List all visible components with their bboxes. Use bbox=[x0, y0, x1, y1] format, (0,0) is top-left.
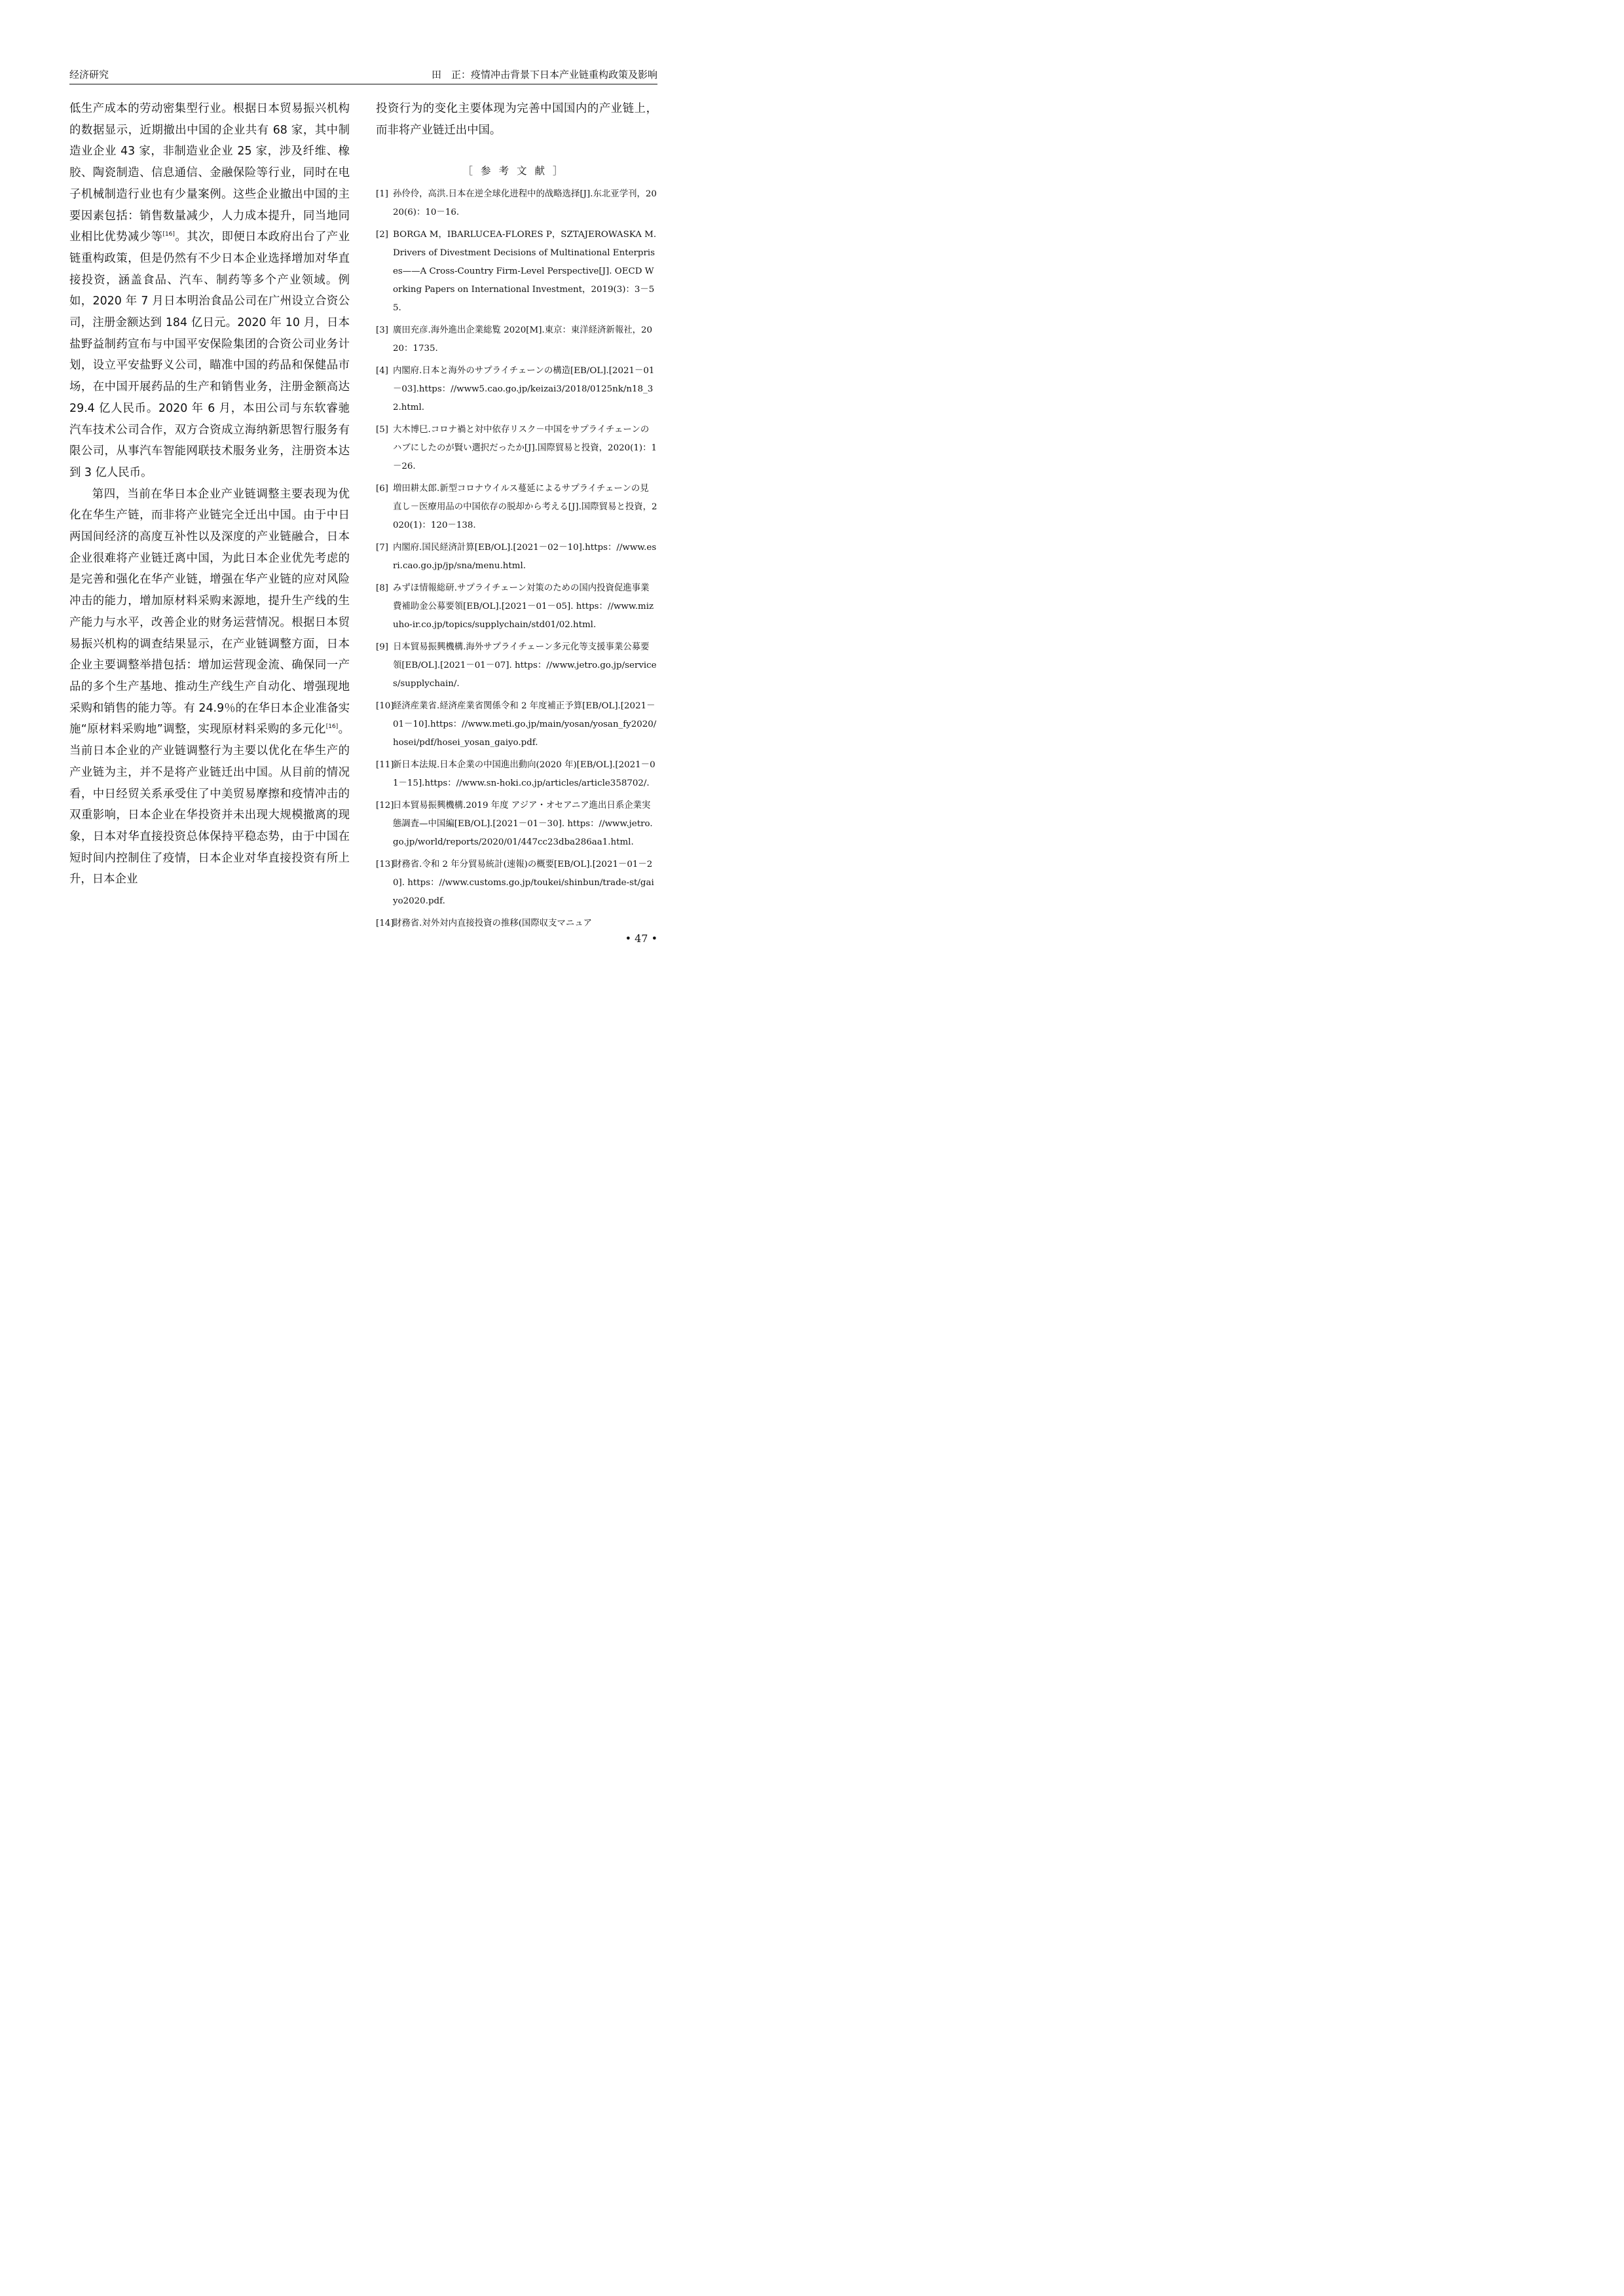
reference-item bbox=[376, 226, 657, 318]
reference-number: [6] bbox=[376, 484, 388, 494]
reference-number: [13] bbox=[376, 860, 394, 870]
reference-item bbox=[376, 185, 657, 222]
reference-number: [1] bbox=[376, 189, 388, 200]
paragraph-text: 第四，当前在华日本企业产业链调整主要表现为优化在华生产链，而非将产业链完全迁出中国。由于中日两国间经济的高度互补性以及深度的产业链融合，日本企业很难将产业链迁离中国，为此日本企业优先考虑的是完善和强化在华产业链，增强在华产业链的应对风险冲击的能力，增加原材料采购来源地，提升生产线的生产能力与水平，改善企业的财务运营情况。根据日本贸易振兴机构的调查结果显示，在产业链调整方面，日本企业主要调整举措包括：增加运营现金流、确保同一产品的多个生产基地、推动生产线生产自动化、增强现地采购和销售的能力等。有 24.9％的在华日本企业准备实施“原材料采购地”调整，实现原材料采购的多元化 bbox=[69, 487, 350, 737]
reference-text: 増田耕太郎.新型コロナウイルス蔓延によるサプライチェーンの見直し－医療用品の中国依存の脱却から考える[J].国際貿易と投資，2020(1)：120－138. bbox=[393, 484, 657, 531]
citation-mark: [16] bbox=[162, 231, 175, 238]
reference-number: [11] bbox=[376, 760, 394, 771]
reference-number: [7] bbox=[376, 543, 388, 553]
reference-number: [14] bbox=[376, 919, 394, 929]
reference-item bbox=[376, 856, 657, 911]
reference-item bbox=[376, 797, 657, 852]
reference-text: 大木博巳.コロナ禍と対中依存リスク－中国をサプライチェーンのハブにしたのが賢い選択だったか[J].国際貿易と投資，2020(1)：1－26. bbox=[393, 425, 657, 472]
article-running-title: 田 正：疫情冲击背景下日本产业链重构政策及影响 bbox=[431, 69, 657, 81]
page-number: • 47 • bbox=[625, 932, 657, 945]
reference-text: BORGA M，IBARLUCEA-FLORES P，SZTAJEROWASKA M. Drivers of Divestment Decisions of Multinational Enterprises——A Cross-Country Firm-Level Perspective[J]. OECD Working Papers on International Investment，2019(3)：3－55. bbox=[393, 230, 657, 314]
reference-number: [8] bbox=[376, 583, 388, 594]
body-paragraph bbox=[69, 98, 350, 484]
reference-text: 内閣府.日本と海外のサプライチェーンの構造[EB/OL].[2021－01－03].https：//www5.cao.go.jp/keizai3/2018/0125nk/n18_32.html. bbox=[393, 366, 655, 413]
reference-number: [5] bbox=[376, 425, 388, 435]
references-list bbox=[376, 185, 657, 933]
journal-name: 经济研究 bbox=[69, 69, 109, 81]
reference-text: 財務省.令和 2 年分貿易統計(速報)の概要[EB/OL].[2021－01－20]. https：//www.customs.go.jp/toukei/shinbun/trade-st/gaiyo2020.pdf. bbox=[393, 860, 654, 907]
reference-item bbox=[376, 915, 657, 933]
reference-text: みずほ情報総研.サプライチェーン対策のための国内投資促進事業費補助金公募要領[EB/OL].[2021－01－05]. https：//www.mizuho-ir.co.jp/topics/supplychain/std01/02.html. bbox=[393, 583, 654, 630]
reference-item bbox=[376, 480, 657, 535]
citation-mark: [16] bbox=[325, 723, 339, 731]
reference-number: [4] bbox=[376, 366, 388, 376]
reference-item bbox=[376, 321, 657, 358]
reference-text: 廣田充彦.海外進出企業総覧 2020[M].東京：東洋経済新報社，2020：1735. bbox=[393, 325, 653, 354]
reference-text: 経済産業省.経済産業省関係令和 2 年度補正予算[EB/OL].[2021－01－10].https：//www.meti.go.jp/main/yosan/yosan_fy2020/hosei/pdf/hosei_yosan_gaiyo.pdf. bbox=[393, 701, 657, 748]
body-paragraph-continuation: 投资行为的变化主要体现为完善中国国内的产业链上，而非将产业链迁出中国。 bbox=[376, 102, 657, 137]
reference-item bbox=[376, 638, 657, 693]
reference-item bbox=[376, 362, 657, 417]
paragraph-text: 。当前日本企业的产业链调整行为主要以优化在华生产的产业链为主，并不是将产业链迁出中国。从目前的情况看，中日经贸关系承受住了中美贸易摩擦和疫情冲击的双重影响，日本企业在华投资并未出现大规模撤离的现象，日本对华直接投资总体保持平稳态势，由于中国在短时间内控制住了疫情，日本企业对华直接投资有所上升，日本企业 bbox=[69, 723, 350, 886]
paragraph-text: 。其次，即便日本政府出台了产业链重构政策，但是仍然有不少日本企业选择增加对华直接投资，涵盖食品、汽车、制药等多个产业领域。例如，2020 年 7 月日本明治食品公司在广州设立合资公司，注册金额达到 184 亿日元。2020 年 10 月，日本盐野益制药宣布与中国平安保险集团的合资公司业务计划，设立平安盐野义公司，瞄准中国的药品和保健品市场，在中国开展药品的生产和销售业务，注册金额高达 29.4 亿人民币。2020 年 6 月，本田公司与东软睿驰汽车技术公司合作，双方合资成立海纳新思智行服务有限公司，从事汽车智能网联技术服务业务，注册资本达到 3 亿人民币。 bbox=[69, 230, 350, 479]
reference-number: [9] bbox=[376, 642, 388, 653]
reference-number: [2] bbox=[376, 230, 388, 240]
reference-text: 内閣府.国民経済計算[EB/OL].[2021－02－10].https：//www.esri.cao.go.jp/jp/sna/menu.html. bbox=[393, 543, 657, 572]
reference-number: [10] bbox=[376, 701, 394, 712]
left-column bbox=[69, 98, 350, 890]
references-heading: ［参考文献］ bbox=[462, 165, 571, 177]
reference-number: [3] bbox=[376, 325, 388, 336]
reference-item bbox=[376, 756, 657, 793]
reference-item bbox=[376, 421, 657, 476]
paragraph-text: 低生产成本的劳动密集型行业。根据日本贸易振兴机构的数据显示，近期撤出中国的企业共有 68 家，其中制造业企业 43 家，非制造业企业 25 家，涉及纤维、橡胶、陶瓷制造、信息通信、金融保险等行业，同时在电子机械制造行业也有少量案例。这些企业撤出中国的主要因素包括：销售数量减少，人力成本提升，同当地同业相比优势减少等 bbox=[69, 102, 350, 244]
reference-item bbox=[376, 579, 657, 634]
reference-item bbox=[376, 697, 657, 752]
body-paragraph bbox=[69, 484, 350, 890]
reference-text: 日本貿易振興機構.海外サプライチェーン多元化等支援事業公募要領[EB/OL].[2021－01－07]. https：//www.jetro.go.jp/services/supplychain/. bbox=[393, 642, 657, 689]
reference-text: 孙伶伶，高洪.日本在逆全球化进程中的战略选择[J].东北亚学刊，2020(6)：10－16. bbox=[393, 189, 657, 218]
reference-text: 日本貿易振興機構.2019 年度 アジア・オセアニア進出日系企業実態調査—中国編[EB/OL].[2021－01－30]. https：//www.jetro.go.jp/world/reports/2020/01/447cc23dba286aa1.html. bbox=[393, 801, 653, 848]
reference-text: 新日本法規.日本企業の中国進出動向(2020 年)[EB/OL].[2021－01－15].https：//www.sn-hoki.co.jp/articles/article358702/. bbox=[393, 760, 655, 789]
reference-text: 財務省.対外対内直接投資の推移(国際収支マニュア bbox=[393, 919, 593, 929]
right-column bbox=[376, 98, 657, 937]
reference-item bbox=[376, 539, 657, 575]
reference-number: [12] bbox=[376, 801, 394, 811]
running-header bbox=[69, 67, 657, 84]
